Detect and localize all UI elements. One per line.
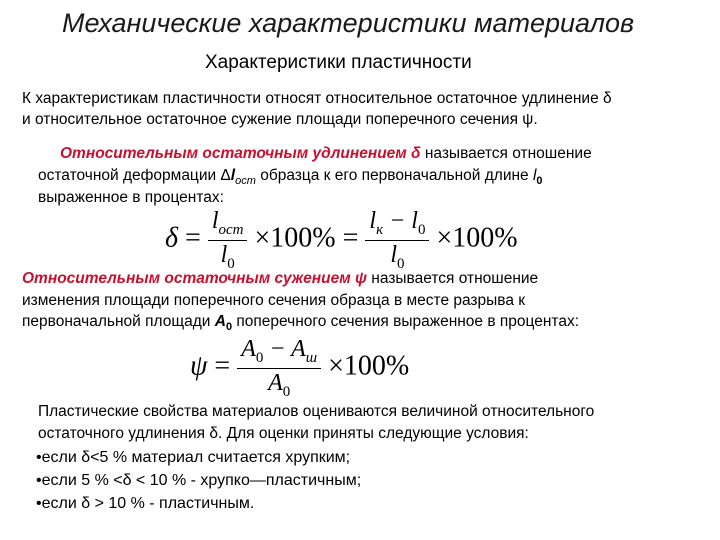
formula1-eq: =: [185, 222, 201, 254]
elongation-def-line-1: [60, 143, 592, 164]
f1-den1: l: [220, 241, 228, 268]
elongation-line2-b: образца к его первоначальной длине: [255, 167, 533, 184]
f1-den2: l: [390, 241, 398, 268]
formula1-times: ×100%: [254, 222, 336, 254]
formula2-eq: =: [214, 350, 231, 382]
conclusion-line-1: Пластические свойства материалов оцениваются величиной относительного: [38, 403, 595, 420]
elongation-line2-a: остаточной деформации Δ: [38, 167, 231, 184]
formula2-fraction: [237, 336, 321, 401]
f1-den1-sub: 0: [227, 255, 235, 272]
elongation-term: Относительным остаточным удлинением δ: [60, 145, 421, 162]
formula1-fraction-1: [208, 208, 248, 273]
elongation-def-line-3: выраженное в процентах:: [38, 189, 224, 206]
condition-bullet: •если δ<5 % материал считается хрупким;: [36, 449, 351, 466]
f2-num-sub2: ш: [305, 349, 318, 366]
narrowing-term: Относительным остаточным сужением ψ: [22, 270, 367, 287]
narrowing-A-sub: 0: [225, 321, 233, 334]
formula1-fraction-2: [365, 208, 429, 273]
elongation-formula: [165, 208, 518, 273]
formula2-lhs: ψ: [190, 350, 208, 382]
narrowing-line3-b: поперечного сечения выраженное в процентах:: [232, 313, 580, 330]
elongation-line1-rest: называется отношение: [420, 145, 592, 162]
formula2-times: ×100%: [328, 350, 410, 382]
f2-den-sub: 0: [282, 383, 291, 400]
intro-line-2: и относительное остаточное сужение площади поперечного сечения ψ.: [22, 111, 538, 128]
intro-line-1: К характеристикам пластичности относят относительное остаточное удлинение δ: [22, 90, 612, 107]
formula1-eq2: =: [342, 222, 359, 254]
f1-num2-sub: к: [376, 221, 384, 238]
elongation-l0-symbol: l: [532, 167, 537, 184]
condition-bullet: •если δ > 10 % - пластичным.: [36, 495, 255, 512]
condition-bullet: •если 5 % <δ < 10 % - хрупко—пластичным;: [36, 472, 362, 489]
page-title: Механические характеристики материалов: [62, 8, 635, 38]
narrowing-A-symbol: A: [214, 313, 226, 330]
f2-num: A: [241, 336, 256, 362]
narrowing-def-line-1: [22, 268, 538, 289]
f1-num2-sub2: 0: [417, 221, 426, 238]
f2-den: A: [268, 369, 283, 396]
narrowing-formula: [190, 336, 409, 401]
f2-num-sub: 0: [255, 349, 264, 366]
narrowing-def-line-2: изменения площади поперечного сечения образца в месте разрыва к: [22, 292, 526, 309]
f1-num2: l: [369, 208, 377, 234]
narrowing-line3-a: первоначальной площади: [22, 313, 215, 330]
f1-num2-minus: − l: [383, 208, 418, 234]
elongation-l0-sub: 0: [536, 175, 543, 188]
f1-num1-sub: ост: [218, 221, 244, 238]
elongation-l-sub: ост: [235, 175, 256, 188]
f1-den2-sub: 0: [397, 255, 405, 272]
narrowing-line1-rest: называется отношение: [367, 270, 539, 287]
formula1-lhs: δ: [165, 222, 179, 254]
f2-num-minus: − A: [263, 336, 306, 362]
formula1-times2: ×100%: [436, 222, 518, 254]
conclusion-line-2: остаточного удлинения δ. Для оценки приняты следующие условия:: [38, 425, 529, 442]
elongation-l-symbol: l: [230, 167, 236, 184]
narrowing-def-line-3: [22, 311, 579, 338]
section-subtitle: Характеристики пластичности: [205, 52, 472, 73]
f1-num1: l: [211, 208, 219, 234]
